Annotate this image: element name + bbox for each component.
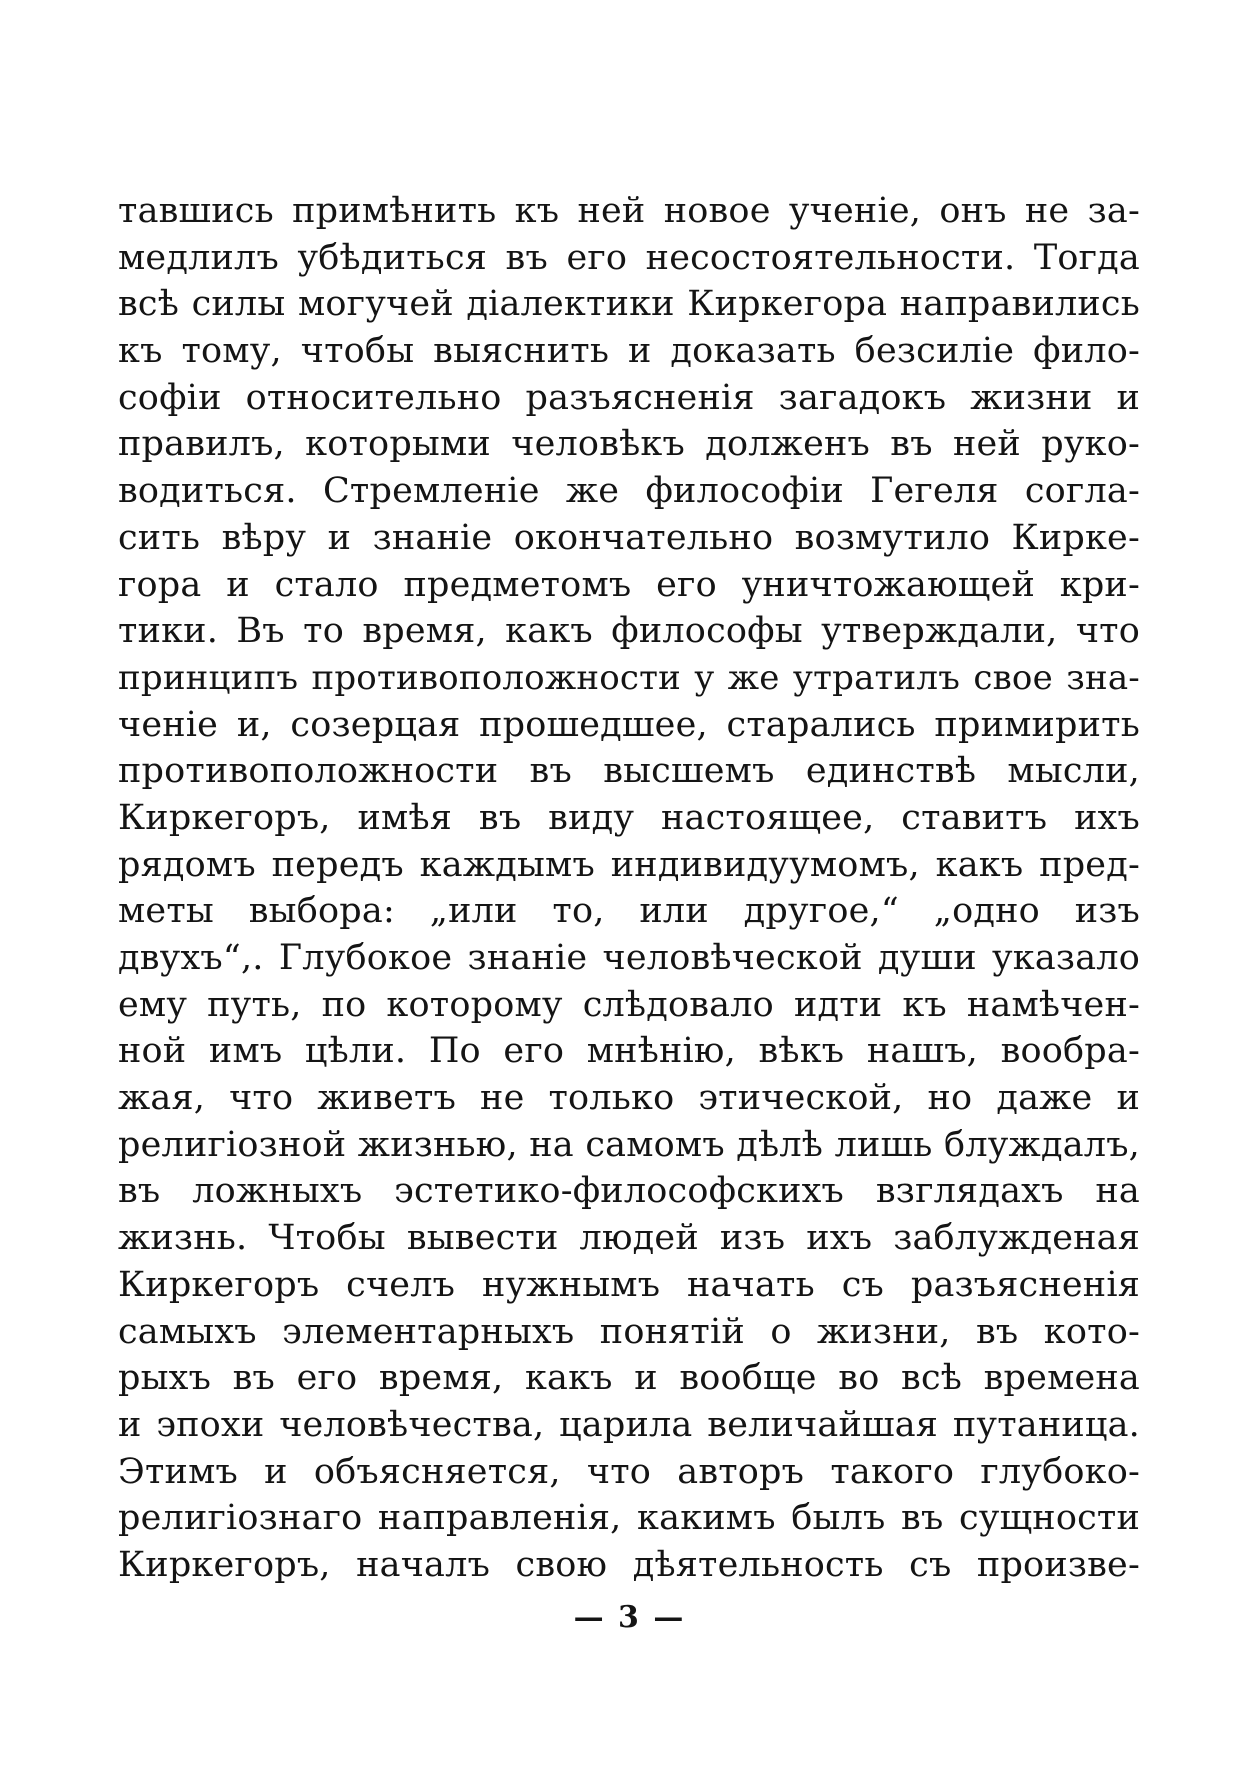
text-line-10: тики. Въ то время, какъ философы утверждали, что <box>118 611 1140 652</box>
text-line-14: Киркегоръ, имѣя въ виду настоящее, ставитъ ихъ <box>118 797 1140 838</box>
text-line-6: правилъ, которыми человѣкъ долженъ въ ней руко- <box>118 424 1140 465</box>
text-line-17: двухъ“,. Глубокое знанiе человѣческой души указало <box>118 938 1140 978</box>
text-line-2: медлилъ убѣдиться въ его несостоятельности. Тогда <box>118 237 1140 278</box>
text-line-5: софiи относительно разъясненiя загадокъ жизни и <box>118 377 1140 418</box>
text-line-21: религiозной жизнью, на самомъ дѣлѣ лишь блуждалъ, <box>118 1124 1140 1165</box>
text-line-24: Киркегоръ счелъ нужнымъ начать съ разъясненiя <box>118 1264 1140 1305</box>
text-line-4: къ тому, чтобы выяснить и доказать безсилiе фило- <box>118 331 1140 372</box>
text-line-9: гора и стало предметомъ его уничтожающей кри- <box>118 564 1140 605</box>
text-line-3: всѣ силы могучей дiалектики Киркегора направились <box>118 284 1140 325</box>
text-line-23: жизнь. Чтобы вывести людей изъ ихъ заблужденая <box>118 1218 1140 1259</box>
text-line-30: Киркегоръ, началъ свою дѣятельность съ произве- <box>118 1544 1140 1585</box>
text-line-28: Этимъ и объясняется, что авторъ такого глубоко- <box>118 1451 1140 1492</box>
text-line-7: водиться. Стремленiе же философiи Гегеля согла- <box>118 471 1140 512</box>
text-line-29: религiознаго направленiя, какимъ былъ въ сущности <box>118 1498 1140 1539</box>
text-line-22: въ ложныхъ эстетико-философскихъ взглядахъ на <box>118 1171 1140 1212</box>
page-number: — 3 — <box>573 1600 686 1635</box>
text-line-27: и эпохи человѣчества, царила величайшая путаница. <box>118 1404 1140 1445</box>
text-line-26: рыхъ въ его время, какъ и вообще во всѣ времена <box>118 1358 1140 1399</box>
text-line-1: тавшись примѣнить къ ней новое ученiе, онъ не за- <box>118 191 1140 231</box>
text-line-8: сить вѣру и знанiе окончательно возмутило Кирке- <box>118 517 1140 558</box>
text-line-12: ченiе и, созерцая прошедшее, старались примирить <box>118 704 1140 745</box>
body-text <box>118 188 1140 1589</box>
text-line-16: меты выбора: „или то, или другое,“ „одно изъ <box>118 891 1140 932</box>
text-line-15: рядомъ передъ каждымъ индивидуумомъ, какъ пред- <box>118 844 1140 885</box>
text-line-13: противоположности въ высшемъ единствѣ мысли, <box>118 751 1140 792</box>
text-line-19: ной имъ цѣли. По его мнѣнiю, вѣкъ нашъ, вообра- <box>118 1031 1140 1072</box>
text-line-25: самыхъ элементарныхъ понятiй о жизни, въ кото- <box>118 1311 1140 1352</box>
text-line-11: принципъ противоположности у же утратилъ свое зна- <box>118 657 1140 698</box>
text-line-18: ему путь, по которому слѣдовало идти къ намѣчен- <box>118 984 1140 1025</box>
text-line-20: жая, что живетъ не только этической, но даже и <box>118 1078 1140 1119</box>
